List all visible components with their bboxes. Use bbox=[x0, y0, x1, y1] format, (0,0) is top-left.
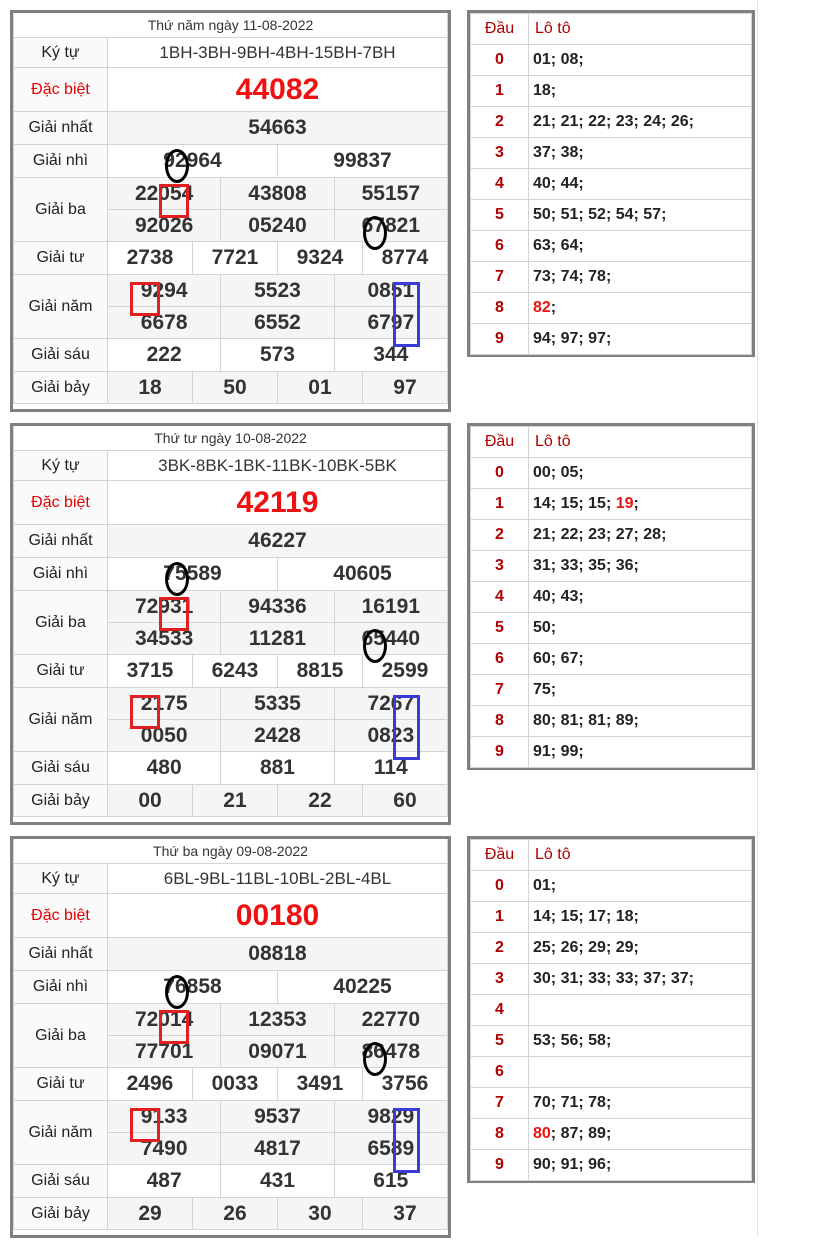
giai-ba-value: 05240 bbox=[221, 210, 334, 242]
loto-values: 50; bbox=[529, 613, 752, 644]
loto-table bbox=[467, 423, 755, 770]
circle-mark bbox=[165, 562, 189, 596]
red-box-mark bbox=[130, 695, 160, 729]
red-box-mark bbox=[130, 282, 160, 316]
label-giai-bay: Giải bảy bbox=[14, 1198, 108, 1230]
giai-nhi-value: 40225 bbox=[277, 971, 447, 1004]
loto-values: 01; 08; bbox=[529, 45, 752, 76]
loto-dau-value: 5 bbox=[471, 1026, 529, 1057]
results-table bbox=[10, 423, 451, 825]
label-giai-sau: Giải sáu bbox=[14, 752, 108, 785]
loto-row bbox=[471, 902, 752, 933]
label-giai-nhat: Giải nhất bbox=[14, 525, 108, 558]
loto-values: 40; 43; bbox=[529, 582, 752, 613]
giai-nam-value: 6797 bbox=[334, 307, 447, 339]
loto-header-dau: Đầu bbox=[471, 427, 529, 458]
loto-row bbox=[471, 1119, 752, 1150]
loto-values: 63; 64; bbox=[529, 231, 752, 262]
circle-mark bbox=[363, 216, 387, 250]
loto-row bbox=[471, 995, 752, 1026]
loto-row bbox=[471, 871, 752, 902]
loto-values: 60; 67; bbox=[529, 644, 752, 675]
draw-date-label: Thứ tư ngày 10-08-2022 bbox=[14, 426, 448, 451]
loto-row bbox=[471, 551, 752, 582]
loto-row bbox=[471, 1057, 752, 1088]
loto-row bbox=[471, 675, 752, 706]
giai-sau-value: 431 bbox=[221, 1165, 334, 1198]
giai-sau-value: 573 bbox=[221, 339, 334, 372]
loto-dau-value: 6 bbox=[471, 644, 529, 675]
loto-dau-value: 0 bbox=[471, 458, 529, 489]
loto-table bbox=[467, 836, 755, 1183]
giai-tu-value: 2738 bbox=[108, 242, 193, 275]
loto-dau-value: 4 bbox=[471, 169, 529, 200]
loto-values: 75; bbox=[529, 675, 752, 706]
red-box-mark bbox=[159, 1010, 189, 1044]
label-ky-tu: Ký tự bbox=[14, 864, 108, 894]
loto-row bbox=[471, 293, 752, 324]
loto-dau-value: 1 bbox=[471, 489, 529, 520]
loto-dau-value: 4 bbox=[471, 582, 529, 613]
giai-nam-value: 9133 bbox=[108, 1101, 221, 1133]
loto-row bbox=[471, 933, 752, 964]
giai-tu-value: 3491 bbox=[277, 1068, 362, 1101]
loto-dau-value: 9 bbox=[471, 1150, 529, 1181]
dac-biet-value: 44082 bbox=[108, 68, 448, 112]
ky-tu-value: 3BK-8BK-1BK-11BK-10BK-5BK bbox=[108, 451, 448, 481]
loto-dau-value: 3 bbox=[471, 138, 529, 169]
blue-box-mark bbox=[393, 1108, 420, 1173]
label-ky-tu: Ký tự bbox=[14, 38, 108, 68]
label-giai-tu: Giải tư bbox=[14, 1068, 108, 1101]
label-giai-nhi: Giải nhì bbox=[14, 558, 108, 591]
giai-nam-value: 9537 bbox=[221, 1101, 334, 1133]
loto-dau-value: 2 bbox=[471, 933, 529, 964]
giai-nam-value: 0851 bbox=[334, 275, 447, 307]
label-giai-tu: Giải tư bbox=[14, 242, 108, 275]
loto-values-rest: ; 87; 89; bbox=[550, 1125, 612, 1142]
label-giai-bay: Giải bảy bbox=[14, 372, 108, 404]
dac-biet-value: 42119 bbox=[108, 481, 448, 525]
giai-bay-value: 60 bbox=[362, 785, 447, 817]
giai-nam-value: 6678 bbox=[108, 307, 221, 339]
loto-values bbox=[529, 1057, 752, 1088]
loto-header-loto: Lô tô bbox=[529, 840, 752, 871]
giai-bay-value: 26 bbox=[192, 1198, 277, 1230]
loto-row bbox=[471, 489, 752, 520]
label-giai-nam: Giải năm bbox=[14, 1101, 108, 1165]
giai-tu-value: 3756 bbox=[362, 1068, 447, 1101]
loto-row bbox=[471, 107, 752, 138]
loto-dau-value: 9 bbox=[471, 324, 529, 355]
loto-row bbox=[471, 262, 752, 293]
circle-mark bbox=[165, 149, 189, 183]
giai-nam-value: 7267 bbox=[334, 688, 447, 720]
loto-row bbox=[471, 169, 752, 200]
giai-sau-value: 480 bbox=[108, 752, 221, 785]
label-dac-biet: Đặc biệt bbox=[14, 894, 108, 938]
loto-values: 01; bbox=[529, 871, 752, 902]
giai-bay-value: 22 bbox=[277, 785, 362, 817]
loto-values: 90; 91; 96; bbox=[529, 1150, 752, 1181]
giai-tu-value: 0033 bbox=[192, 1068, 277, 1101]
giai-ba-value: 22054 bbox=[108, 178, 221, 210]
label-ky-tu: Ký tự bbox=[14, 451, 108, 481]
loto-dau-value: 6 bbox=[471, 1057, 529, 1088]
loto-dau-value: 9 bbox=[471, 737, 529, 768]
draw-block bbox=[0, 423, 819, 828]
loto-row bbox=[471, 1150, 752, 1181]
giai-nam-value: 4817 bbox=[221, 1133, 334, 1165]
giai-nam-value: 0050 bbox=[108, 720, 221, 752]
loto-row bbox=[471, 76, 752, 107]
loto-values: 73; 74; 78; bbox=[529, 262, 752, 293]
giai-ba-value: 92026 bbox=[108, 210, 221, 242]
giai-nam-value: 2175 bbox=[108, 688, 221, 720]
loto-header-loto: Lô tô bbox=[529, 427, 752, 458]
draw-block bbox=[0, 10, 819, 415]
loto-values: 18; bbox=[529, 76, 752, 107]
giai-bay-value: 50 bbox=[192, 372, 277, 404]
loto-dau-value: 2 bbox=[471, 107, 529, 138]
label-giai-sau: Giải sáu bbox=[14, 1165, 108, 1198]
giai-bay-value: 21 bbox=[192, 785, 277, 817]
loto-row bbox=[471, 644, 752, 675]
loto-row bbox=[471, 200, 752, 231]
loto-values: 14; 15; 17; 18; bbox=[529, 902, 752, 933]
loto-values: 40; 44; bbox=[529, 169, 752, 200]
label-giai-nam: Giải năm bbox=[14, 688, 108, 752]
giai-tu-value: 9324 bbox=[277, 242, 362, 275]
giai-ba-value: 16191 bbox=[334, 591, 447, 623]
giai-ba-value: 22770 bbox=[334, 1004, 447, 1036]
results-table bbox=[10, 836, 451, 1238]
giai-nam-value: 9829 bbox=[334, 1101, 447, 1133]
loto-row bbox=[471, 582, 752, 613]
giai-tu-value: 3715 bbox=[108, 655, 193, 688]
loto-values bbox=[529, 1119, 752, 1150]
giai-nam-value: 9294 bbox=[108, 275, 221, 307]
loto-dau-value: 8 bbox=[471, 293, 529, 324]
loto-row bbox=[471, 613, 752, 644]
ky-tu-value: 1BH-3BH-9BH-4BH-15BH-7BH bbox=[108, 38, 448, 68]
giai-sau-value: 487 bbox=[108, 1165, 221, 1198]
label-giai-bay: Giải bảy bbox=[14, 785, 108, 817]
giai-nam-value: 6552 bbox=[221, 307, 334, 339]
loto-values: 00; 05; bbox=[529, 458, 752, 489]
draw-date-label: Thứ ba ngày 09-08-2022 bbox=[14, 839, 448, 864]
label-giai-tu: Giải tư bbox=[14, 655, 108, 688]
giai-nhi-value: 76858 bbox=[108, 971, 278, 1004]
draw-block bbox=[0, 836, 819, 1241]
loto-dau-value: 1 bbox=[471, 902, 529, 933]
giai-nhi-value: 40605 bbox=[277, 558, 447, 591]
giai-sau-value: 222 bbox=[108, 339, 221, 372]
loto-header-dau: Đầu bbox=[471, 14, 529, 45]
loto-row bbox=[471, 737, 752, 768]
giai-ba-value: 12353 bbox=[221, 1004, 334, 1036]
label-giai-nhi: Giải nhì bbox=[14, 145, 108, 178]
loto-dau-value: 5 bbox=[471, 613, 529, 644]
giai-nhat-value: 54663 bbox=[108, 112, 448, 145]
loto-dau-value: 0 bbox=[471, 871, 529, 902]
label-giai-ba: Giải ba bbox=[14, 1004, 108, 1068]
giai-ba-value: 65440 bbox=[334, 623, 447, 655]
blue-box-mark bbox=[393, 695, 420, 760]
ky-tu-value: 6BL-9BL-11BL-10BL-2BL-4BL bbox=[108, 864, 448, 894]
loto-values: 30; 31; 33; 33; 37; 37; bbox=[529, 964, 752, 995]
loto-header-loto: Lô tô bbox=[529, 14, 752, 45]
loto-row bbox=[471, 706, 752, 737]
circle-mark bbox=[363, 629, 387, 663]
giai-ba-value: 09071 bbox=[221, 1036, 334, 1068]
loto-row bbox=[471, 324, 752, 355]
loto-dau-value: 3 bbox=[471, 964, 529, 995]
giai-nhat-value: 46227 bbox=[108, 525, 448, 558]
loto-table bbox=[467, 10, 755, 357]
loto-row bbox=[471, 231, 752, 262]
results-table bbox=[10, 10, 451, 412]
giai-tu-value: 7721 bbox=[192, 242, 277, 275]
giai-ba-value: 43808 bbox=[221, 178, 334, 210]
giai-tu-value: 8815 bbox=[277, 655, 362, 688]
giai-nhat-value: 08818 bbox=[108, 938, 448, 971]
label-giai-ba: Giải ba bbox=[14, 178, 108, 242]
loto-dau-value: 0 bbox=[471, 45, 529, 76]
loto-values: 50; 51; 52; 54; 57; bbox=[529, 200, 752, 231]
loto-values: 53; 56; 58; bbox=[529, 1026, 752, 1057]
giai-bay-value: 00 bbox=[108, 785, 193, 817]
loto-row bbox=[471, 138, 752, 169]
giai-ba-value: 55157 bbox=[334, 178, 447, 210]
loto-dau-value: 6 bbox=[471, 231, 529, 262]
loto-row bbox=[471, 45, 752, 76]
loto-dau-value: 7 bbox=[471, 675, 529, 706]
label-giai-sau: Giải sáu bbox=[14, 339, 108, 372]
giai-sau-value: 344 bbox=[334, 339, 447, 372]
dac-biet-value: 00180 bbox=[108, 894, 448, 938]
red-box-mark bbox=[159, 597, 189, 631]
giai-nam-value: 5523 bbox=[221, 275, 334, 307]
giai-ba-value: 86478 bbox=[334, 1036, 447, 1068]
giai-tu-value: 2599 bbox=[362, 655, 447, 688]
giai-bay-value: 29 bbox=[108, 1198, 193, 1230]
loto-row bbox=[471, 964, 752, 995]
giai-nhi-value: 92964 bbox=[108, 145, 278, 178]
label-giai-nhat: Giải nhất bbox=[14, 938, 108, 971]
giai-nhi-value: 75589 bbox=[108, 558, 278, 591]
giai-nam-value: 5335 bbox=[221, 688, 334, 720]
giai-ba-value: 94336 bbox=[221, 591, 334, 623]
giai-tu-value: 8774 bbox=[362, 242, 447, 275]
loto-values: 80; 81; 81; 89; bbox=[529, 706, 752, 737]
loto-dau-value: 8 bbox=[471, 706, 529, 737]
loto-values-prefix: 14; 15; 15; bbox=[533, 495, 616, 512]
giai-nhi-value: 99837 bbox=[277, 145, 447, 178]
loto-special-highlight: 19 bbox=[615, 495, 634, 512]
loto-row bbox=[471, 520, 752, 551]
giai-tu-value: 6243 bbox=[192, 655, 277, 688]
label-giai-nhi: Giải nhì bbox=[14, 971, 108, 1004]
giai-sau-value: 114 bbox=[334, 752, 447, 785]
loto-values-rest: ; bbox=[633, 495, 639, 512]
giai-bay-value: 97 bbox=[362, 372, 447, 404]
giai-bay-value: 37 bbox=[362, 1198, 447, 1230]
loto-dau-value: 1 bbox=[471, 76, 529, 107]
label-dac-biet: Đặc biệt bbox=[14, 68, 108, 112]
loto-dau-value: 5 bbox=[471, 200, 529, 231]
giai-ba-value: 72931 bbox=[108, 591, 221, 623]
draw-date-label: Thứ năm ngày 11-08-2022 bbox=[14, 13, 448, 38]
giai-ba-value: 72014 bbox=[108, 1004, 221, 1036]
loto-values-rest: ; bbox=[550, 299, 557, 316]
giai-ba-value: 77701 bbox=[108, 1036, 221, 1068]
giai-nam-value: 6589 bbox=[334, 1133, 447, 1165]
loto-values: 21; 22; 23; 27; 28; bbox=[529, 520, 752, 551]
loto-dau-value: 8 bbox=[471, 1119, 529, 1150]
loto-values bbox=[529, 293, 752, 324]
loto-values: 31; 33; 35; 36; bbox=[529, 551, 752, 582]
giai-nam-value: 0823 bbox=[334, 720, 447, 752]
loto-header-dau: Đầu bbox=[471, 840, 529, 871]
giai-sau-value: 615 bbox=[334, 1165, 447, 1198]
loto-dau-value: 4 bbox=[471, 995, 529, 1026]
loto-values: 91; 99; bbox=[529, 737, 752, 768]
loto-values: 70; 71; 78; bbox=[529, 1088, 752, 1119]
loto-dau-value: 7 bbox=[471, 262, 529, 293]
giai-tu-value: 2496 bbox=[108, 1068, 193, 1101]
label-giai-nhat: Giải nhất bbox=[14, 112, 108, 145]
label-giai-nam: Giải năm bbox=[14, 275, 108, 339]
red-box-mark bbox=[159, 184, 189, 218]
giai-bay-value: 01 bbox=[277, 372, 362, 404]
loto-row bbox=[471, 458, 752, 489]
giai-nam-value: 7490 bbox=[108, 1133, 221, 1165]
loto-values: 37; 38; bbox=[529, 138, 752, 169]
loto-special-highlight: 82 bbox=[533, 299, 551, 316]
giai-ba-value: 11281 bbox=[221, 623, 334, 655]
circle-mark bbox=[363, 1042, 387, 1076]
loto-values bbox=[529, 489, 752, 520]
red-box-mark bbox=[130, 1108, 160, 1142]
blue-box-mark bbox=[393, 282, 420, 347]
giai-nam-value: 2428 bbox=[221, 720, 334, 752]
loto-row bbox=[471, 1088, 752, 1119]
circle-mark bbox=[165, 975, 189, 1009]
loto-row bbox=[471, 1026, 752, 1057]
loto-dau-value: 7 bbox=[471, 1088, 529, 1119]
loto-special-highlight: 80 bbox=[533, 1125, 551, 1142]
loto-dau-value: 3 bbox=[471, 551, 529, 582]
giai-sau-value: 881 bbox=[221, 752, 334, 785]
giai-bay-value: 30 bbox=[277, 1198, 362, 1230]
loto-values: 25; 26; 29; 29; bbox=[529, 933, 752, 964]
loto-values bbox=[529, 995, 752, 1026]
loto-values: 94; 97; 97; bbox=[529, 324, 752, 355]
giai-bay-value: 18 bbox=[108, 372, 193, 404]
loto-dau-value: 2 bbox=[471, 520, 529, 551]
giai-ba-value: 34533 bbox=[108, 623, 221, 655]
label-giai-ba: Giải ba bbox=[14, 591, 108, 655]
label-dac-biet: Đặc biệt bbox=[14, 481, 108, 525]
giai-ba-value: 67821 bbox=[334, 210, 447, 242]
loto-values: 21; 21; 22; 23; 24; 26; bbox=[529, 107, 752, 138]
